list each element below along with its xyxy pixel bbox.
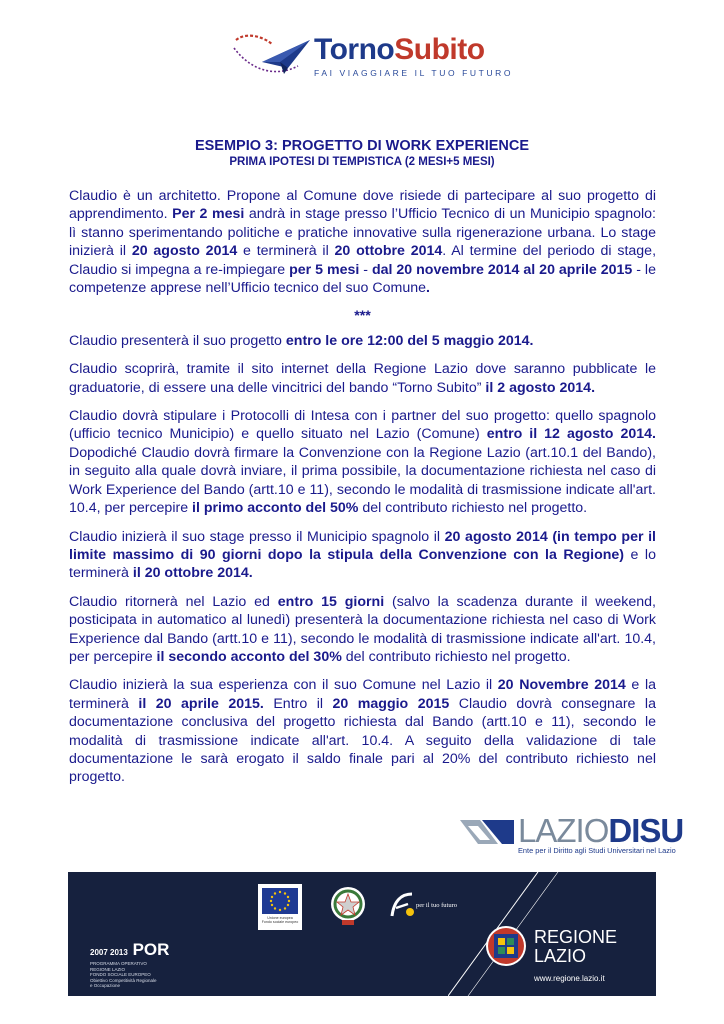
p7-run-2: e la terminerà (69, 677, 656, 712)
p1-run-3: 20 agosto 2014 (131, 243, 238, 260)
laziodisu-mark-icon (458, 814, 516, 850)
regione-lazio-crest-icon (484, 924, 528, 968)
logo-tagline: FAI VIAGGIARE IL TUO FUTURO (314, 68, 514, 78)
p1-run-11: . (426, 280, 430, 297)
por-line-3: FONDO SOCIALE EUROPEO (90, 972, 151, 977)
footer-band (68, 872, 656, 996)
p4-run-2: Dopodiché Claudio dovrà firmare la Convenzione con la Regione Lazio (art.10.1 del Bando), in seguito alla quale dovrà inviare, il prima possibile, la documentazione richiesta nel caso di Work Experience del Bando (artt.10 e 11), secondo le modalità di trasmissione indicate all'art. 10.4, per percepire (69, 444, 656, 517)
p6-run-3: il secondo acconto del 30% (156, 648, 342, 665)
regione-line-2: LAZIO (534, 946, 587, 966)
p1-run-8: - (359, 261, 372, 278)
p5-run-0: Claudio inizierà il suo stage presso il Municipio spagnolo il (69, 528, 445, 545)
p7-run-4: Entro il (263, 695, 333, 712)
p1-run-0: Claudio è un architetto. Propone al Comune dove risiede di partecipare al suo progetto di apprendimento. (69, 188, 656, 223)
p5-run-1: 20 agosto 2014 (in tempo per il limite massimo di 90 giorni dopo la stipula della Convenzione con la Regione) (69, 528, 656, 563)
paragraph-intro (69, 187, 656, 297)
fse-mark-icon (388, 890, 416, 922)
p5-run-2: e lo terminerà (69, 546, 656, 582)
document-title: ESEMPIO 3: PROGETTO DI WORK EXPERIENCE (194, 138, 530, 154)
p4-run-1: entro il 12 agosto 2014. (486, 426, 656, 443)
p1-run-7: per 5 mesi (289, 261, 360, 278)
p6-run-4: del contributo richiesto nel progetto. (341, 648, 571, 665)
paragraph-stage-start (69, 528, 656, 583)
p2-run-0: Claudio presenterà il suo progetto (69, 332, 286, 349)
laziodisu-word-disu: DISU (608, 812, 684, 849)
p6-run-1: entro 15 giorni (277, 593, 385, 610)
eu-caption-1: Unione europea (267, 916, 293, 920)
document-body (69, 187, 656, 797)
logo-word-subito: Subito (394, 33, 485, 66)
p7-run-5: 20 maggio 2015 (332, 695, 450, 712)
torno-subito-logo (232, 22, 514, 92)
separator-stars: *** (354, 308, 371, 325)
p3-run-1: il 2 agosto 2014. (485, 379, 596, 396)
regione-lazio-wordmark (534, 928, 617, 966)
p2-run-1: entro le ore 12:00 del 5 maggio 2014. (285, 332, 534, 349)
p6-run-2: (salvo la scadenza durante il weekend, posticipata in automatico al lunedì) presenterà la documentazione richiesta nel caso di Work Experience dal Bando (artt.10 e 11), secondo le modalità di trasmissione indicate all'art. 10.4, per percepire (69, 593, 656, 665)
paragraph-protocols (69, 407, 656, 517)
eu-caption-2: Fondo sociale europeo (261, 920, 299, 925)
paragraph-results (69, 360, 656, 397)
p6-run-0: Claudio ritornerà nel Lazio ed (69, 593, 278, 610)
p1-run-5: 20 ottobre 2014 (334, 243, 443, 260)
p3-run-0: Claudio scoprirà, tramite il sito internet della Regione Lazio dove saranno pubblicate le graduatorie, di essere una delle vincitrici del bando “Torno Subito” (69, 361, 656, 396)
paragraph-return (69, 593, 656, 667)
p1-run-10: - le competenze apprese nell’Ufficio tecnico del suo Comune (69, 261, 656, 297)
por-word: POR (132, 940, 170, 959)
fse-logo (388, 890, 478, 924)
por-line-1: PROGRAMMA OPERATIVO (90, 961, 147, 966)
p7-run-1: 20 Novembre 2014 (497, 677, 626, 694)
por-years: 2007 2013 (90, 948, 128, 957)
p7-run-0: Claudio inizierà la sua esperienza con il suo Comune nel Lazio il (69, 677, 498, 694)
p4-run-4: del contributo richiesto nel progetto. (358, 500, 588, 517)
p1-run-1: Per 2 mesi (172, 206, 245, 223)
regione-line-1: REGIONE (534, 927, 618, 947)
fse-text: per il tuo futuro (416, 902, 457, 909)
paragraph-conclusion (69, 676, 656, 786)
regione-url: www.regione.lazio.it (534, 974, 605, 983)
p7-run-3: il 20 aprile 2015. (138, 695, 264, 712)
eu-logo (258, 884, 302, 930)
p1-run-6: . Al termine del periodo di stage, Claudio si impegna a re-impiegare (69, 243, 657, 278)
por-line-2: REGIONE LAZIO (90, 966, 126, 972)
laziodisu-logo (458, 810, 684, 855)
por-logo (90, 940, 170, 989)
eu-flag-icon (262, 888, 298, 914)
p4-run-3: il primo acconto del 50% (192, 500, 359, 517)
laziodisu-word-lazio: LAZIO (518, 812, 609, 849)
p5-run-3: il 20 ottobre 2014. (132, 565, 253, 582)
p7-run-6: Claudio dovrà consegnare la documentazione conclusiva del progetto richiesta dal Bando (artt.10 e 11), secondo le modalità di trasmissione indicate all'art. 10.4. A seguito della validazione di tale documentazione le sarà erogato il saldo finale pari al 20% del contributo richiesto nel progetto. (69, 695, 656, 786)
paper-plane-icon (232, 22, 312, 92)
p1-run-9: dal 20 novembre 2014 al 20 aprile 2015 (371, 261, 633, 278)
logo-word-torno: Torno (314, 33, 395, 66)
p1-run-4: e terminerà il (237, 243, 335, 260)
por-line-5: e Occupazione (90, 983, 121, 988)
laziodisu-subtitle: Ente per il Diritto agli Studi Universitari nel Lazio (518, 846, 676, 855)
paragraph-submission (69, 332, 656, 350)
italian-republic-emblem-icon (328, 882, 368, 928)
p1-run-2: andrà in stage presso l’Ufficio Tecnico di un Municipio spagnolo: lì stanno sperimentando politiche e pratiche innovative sulla rigenerazione urbana. Lo stage inizierà il (69, 206, 656, 260)
document-subtitle: PRIMA IPOTESI DI TEMPISTICA (2 MESI+5 MESI) (229, 156, 495, 168)
p4-run-0: Claudio dovrà stipulare i Protocolli di Intesa con i partner del suo progetto: quello spagnolo (ufficio tecnico Municipio) e quello situato nel Lazio (Comune) (69, 408, 656, 443)
por-line-4: Obiettivo Competitività Regionale (90, 977, 157, 983)
